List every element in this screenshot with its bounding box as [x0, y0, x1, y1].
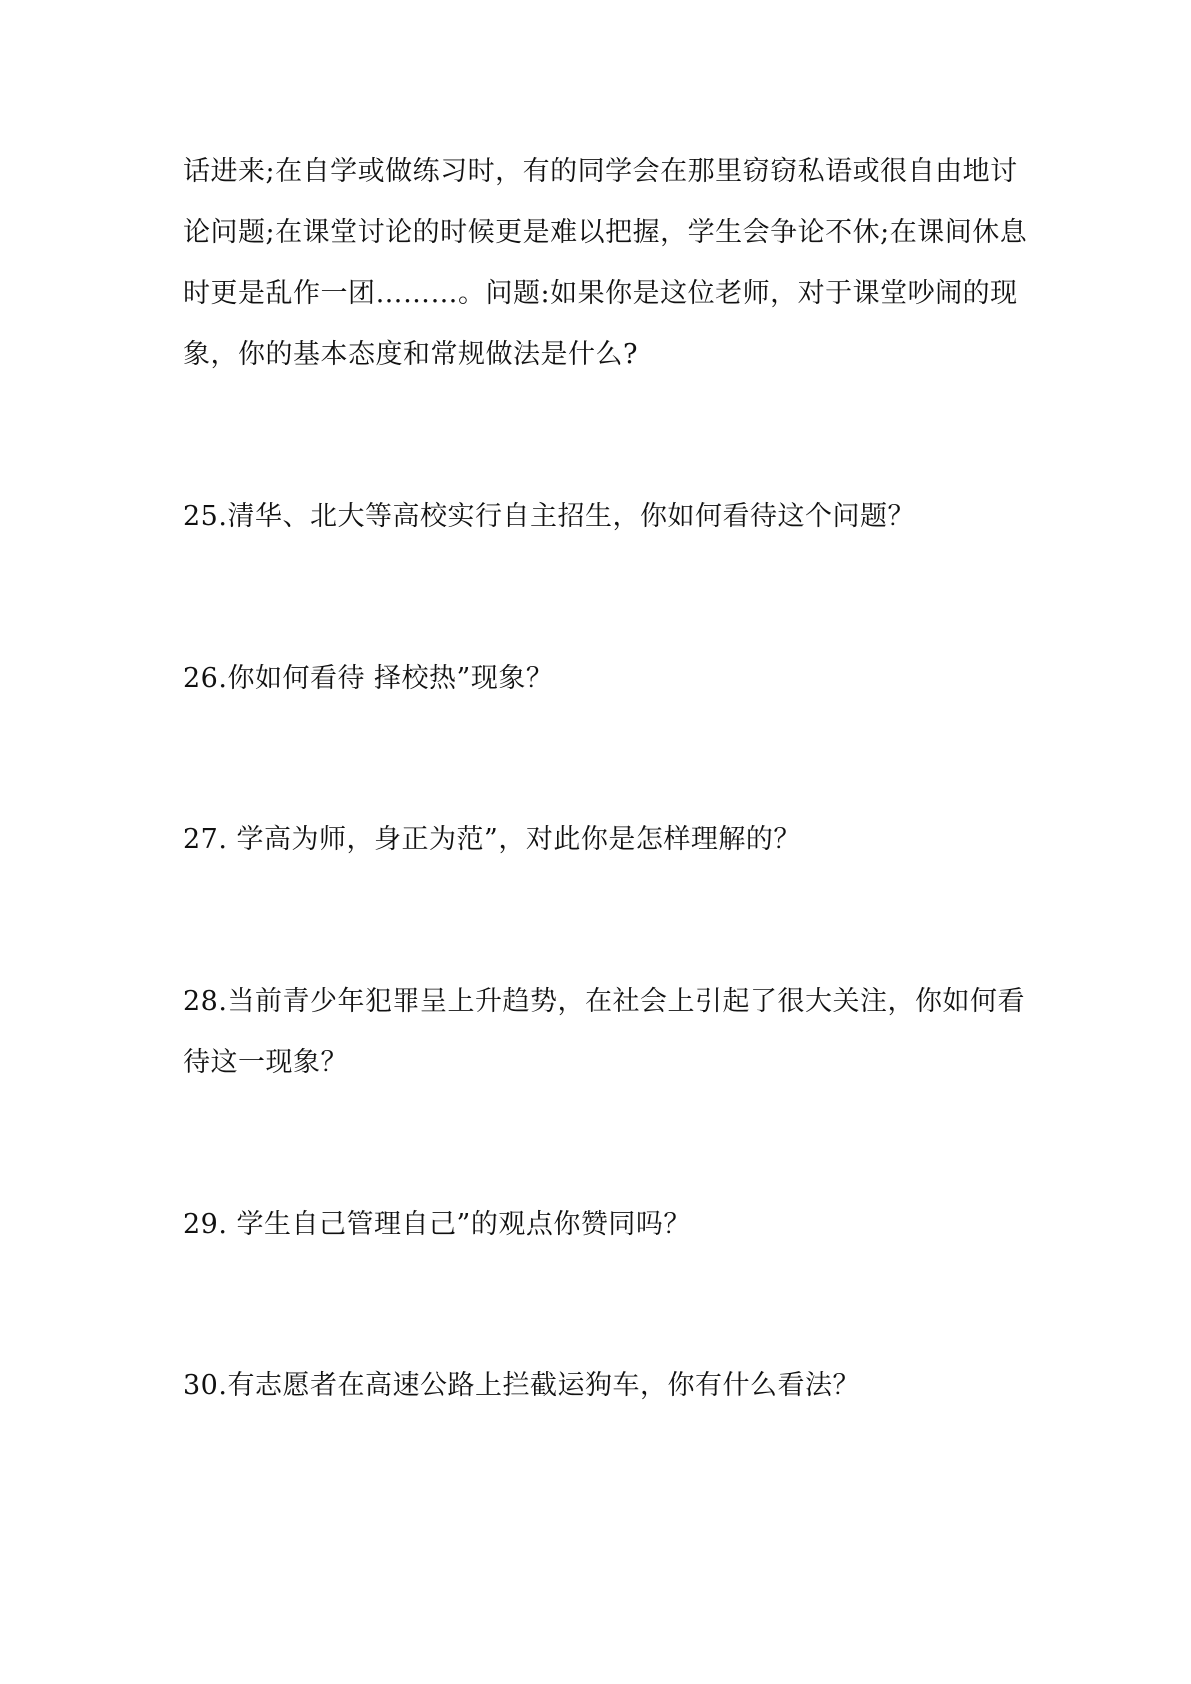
question-26: 26.你如何看待 择校热”现象？ [183, 663, 554, 694]
question-28-continued: 待这一现象？ [183, 1047, 348, 1078]
question-28: 28.当前青少年犯罪呈上升趋势，在社会上引起了很大关注，你如何看 [183, 986, 1025, 1017]
question-25: 25.清华、北大等高校实行自主招生，你如何看待这个问题？ [183, 501, 915, 532]
paragraph-line: 话进来;在自学或做练习时，有的同学会在那里窃窃私语或很自由地讨 [183, 156, 1018, 187]
paragraph-line: 象，你的基本态度和常规做法是什么? [183, 339, 638, 370]
question-29: 29. 学生自己管理自己”的观点你赞同吗？ [183, 1209, 691, 1240]
question-27: 27. 学高为师，身正为范”，对此你是怎样理解的？ [183, 824, 801, 855]
question-30: 30.有志愿者在高速公路上拦截运狗车，你有什么看法？ [183, 1370, 860, 1401]
paragraph-line: 时更是乱作一团………。问题:如果你是这位老师，对于课堂吵闹的现 [183, 278, 1018, 309]
paragraph-line: 论问题;在课堂讨论的时候更是难以把握，学生会争论不休;在课间休息 [183, 217, 1028, 248]
